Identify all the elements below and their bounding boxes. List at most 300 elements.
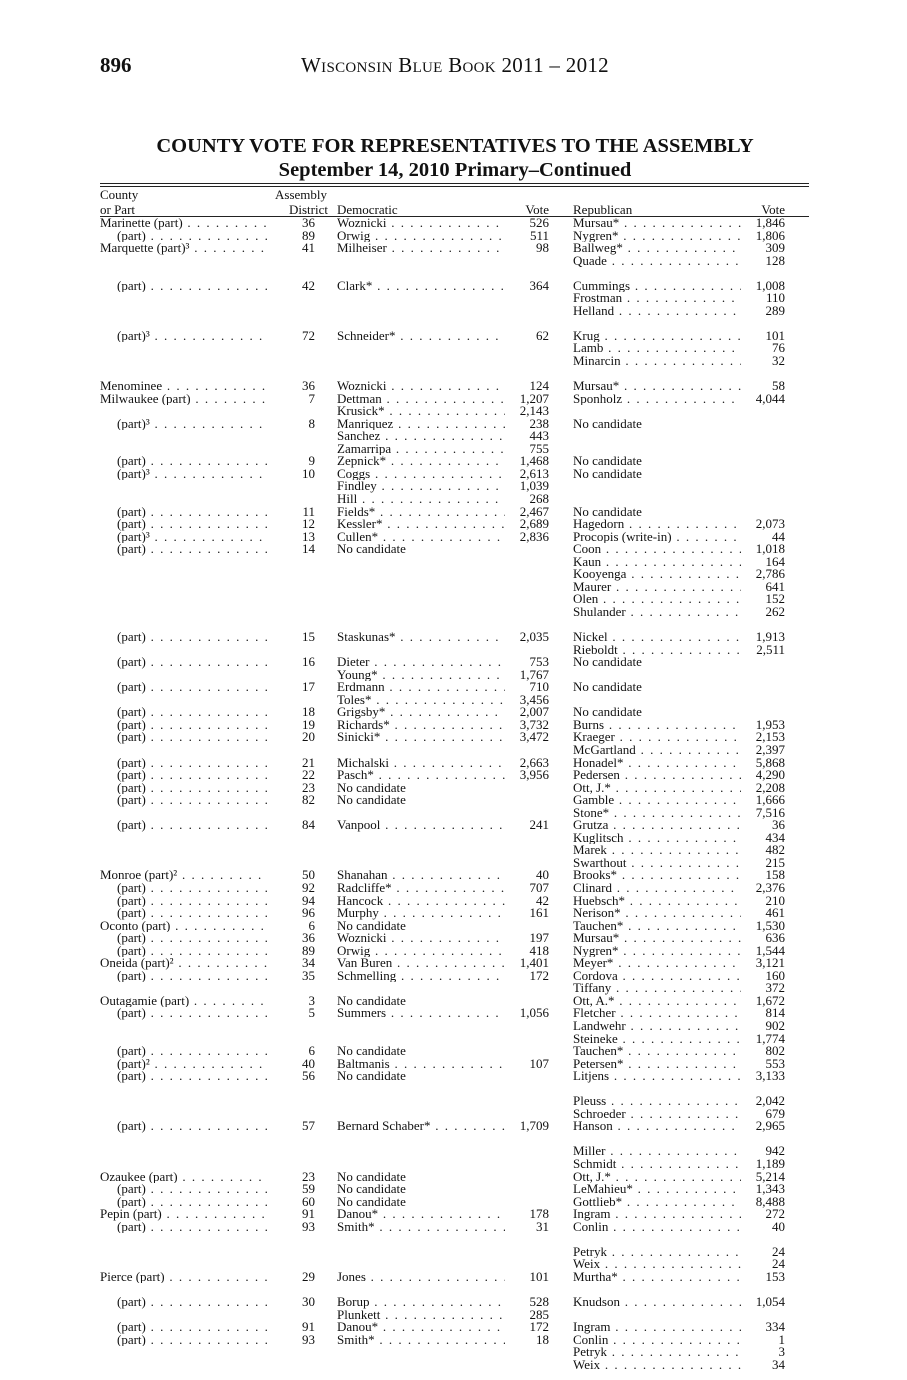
cell-county: Milwaukee (part) . . . [100,393,268,406]
cell-rep: Litjens . . . [573,1070,741,1083]
cell-district: 10 [302,465,315,481]
cell-dem: Danou* . . . [337,1321,505,1334]
top-rule [100,183,809,184]
cell-rvote: 2,376 [755,879,785,895]
cell-district: 11 [302,503,315,519]
cell-rvote: 158 [765,867,785,883]
table-row [0,252,907,268]
cell-rvote: 32 [772,353,785,369]
cell-dem: No candidate [337,1170,406,1184]
table-row [0,1243,907,1259]
cell-rvote: 2,073 [755,516,785,532]
cell-district: 15 [302,629,315,645]
cell-district: 35 [302,967,315,983]
cell-dvote: 1,401 [519,955,549,971]
table-row [0,804,907,820]
cell-county: Monroe (part)² . . . [100,869,268,882]
cell-dem: No candidate [337,1070,406,1083]
cell-rep: Gottlieb* . . . [573,1196,741,1209]
cell-rep: Sponholz . . . [573,393,741,406]
cell-dem: No candidate [337,1183,406,1196]
cell-district: 60 [302,1193,315,1209]
cell-dem: Pasch* . . . [337,769,505,782]
cell-dem: No candidate [337,794,406,807]
table-row [0,302,907,318]
cell-dvote: 3,732 [519,716,549,732]
cell-county: (part) . . . [117,230,268,243]
cell-district: 72 [302,327,315,343]
cell-rvote: 2,511 [756,641,785,657]
cell-dvote: 172 [529,1319,549,1335]
cell-rep: Kuglitsch . . . [573,832,741,845]
cell-rep: Miller . . . [573,1145,741,1158]
cell-dvote: 2,035 [519,629,549,645]
cell-district: 23 [302,779,315,795]
table-row [0,355,907,368]
cell-dem: Cullen* . . . [337,531,505,544]
cell-rvote: 2,786 [755,566,785,582]
cell-county: (part) . . . [117,819,268,832]
table-row [0,465,907,481]
cell-rvote: 36 [772,817,785,833]
cell-county: (part) . . . [117,932,268,945]
col-header-rep-vote: Vote [761,201,785,217]
cell-rep: Nygren* . . . [573,230,741,243]
cell-rep: Gamble . . . [573,794,741,807]
cell-rvote: 1,189 [755,1156,785,1172]
cell-dem: Summers . . . [337,1007,505,1020]
cell-county: (part) . . . [117,895,268,908]
cell-rep: Cummings . . . [573,280,741,293]
cell-dvote: 710 [529,679,549,695]
cell-county: (part) . . . [117,769,268,782]
table-row [0,1331,907,1347]
cell-rep: Kooyenga . . . [573,568,741,581]
table-row [0,405,907,418]
cell-rvote: 128 [765,252,785,268]
cell-dem: Jones . . . [337,1271,505,1284]
top-rule-double [100,186,809,187]
cell-rvote: 5,214 [755,1168,785,1184]
cell-county: (part) . . . [117,731,268,744]
cell-rvote: 153 [765,1268,785,1284]
cell-district: 42 [302,277,315,293]
table-row [0,518,907,531]
cell-county: (part) . . . [117,681,268,694]
cell-dvote: 443 [529,428,549,444]
table-row [0,603,907,619]
col-header-democratic: Democratic [337,201,398,217]
cell-county: (part) . . . [117,970,268,983]
table-row [0,415,907,431]
cell-county: (part) . . . [117,882,268,895]
cell-rvote: 262 [765,603,785,619]
cell-district: 6 [308,1043,315,1059]
cell-rvote: 372 [765,980,785,996]
title-line-1: COUNTY VOTE FOR REPRESENTATIVES TO THE ASSEMBLY [156,135,754,157]
cell-dvote: 511 [529,227,549,243]
cell-district: 16 [302,654,315,670]
cell-rvote: 2,965 [755,1118,785,1134]
cell-dem: Michalski . . . [337,757,505,770]
cell-county: (part) . . . [117,518,268,531]
cell-district: 34 [302,955,315,971]
cell-rep: Nerison* . . . [573,907,741,920]
cell-county: (part) . . . [117,945,268,958]
cell-dem: Orwig . . . [337,230,505,243]
cell-rvote: 24 [772,1256,785,1272]
cell-district: 19 [302,716,315,732]
cell-dem: Zepnick* . . . [337,455,505,468]
cell-dem: Coggs . . . [337,468,505,481]
cell-dem: No candidate [337,1195,406,1209]
cell-rvote: 289 [765,302,785,318]
table-row [0,1070,907,1083]
cell-dem: Grigsby* . . . [337,706,505,719]
cell-dvote: 238 [529,415,549,431]
cell-rep: Honadel* . . . [573,757,741,770]
cell-district: 20 [302,729,315,745]
cell-rvote: 1 [778,1331,785,1347]
cell-dem: Vanpool . . . [337,819,505,832]
cell-rep: Schmidt . . . [573,1158,741,1171]
cell-district: 94 [302,892,315,908]
cell-dvote: 31 [536,1218,549,1234]
title-line-2: September 14, 2010 Primary–Continued [278,159,632,181]
cell-district: 91 [302,1206,315,1222]
cell-rvote: 802 [765,1043,785,1059]
cell-rep: Burns . . . [573,719,741,732]
cell-county: (part)³ . . . [117,330,268,343]
page-header [100,53,810,83]
cell-county: Oconto (part) . . . [100,920,268,933]
cell-dem: Findley . . . [337,480,505,493]
cell-district: 40 [302,1055,315,1071]
table-row [0,1208,907,1221]
cell-dvote: 1,468 [519,453,549,469]
cell-dem: Milheiser . . . [337,242,505,255]
cell-rep: Frostman . . . [573,292,741,305]
cell-rep: Meyer* . . . [573,957,741,970]
cell-dem: Staskunas* . . . [337,631,505,644]
cell-rep: Conlin . . . [573,1334,741,1347]
cell-rep: Weix . . . [573,1359,741,1372]
col-header-dem-vote: Vote [525,201,549,217]
cell-county: (part) . . . [117,1196,268,1209]
cell-rvote: 210 [765,892,785,908]
cell-dvote: 107 [529,1055,549,1071]
cell-district: 17 [302,679,315,695]
cell-dem: Woznicki . . . [337,380,505,393]
cell-dvote: 528 [529,1294,549,1310]
cell-rep: Cordova . . . [573,970,741,983]
cell-dem: Murphy . . . [337,907,505,920]
cell-dvote: 3,956 [519,767,549,783]
cell-rvote: 3,121 [755,955,785,971]
cell-dem: Young* . . . [337,669,505,682]
cell-district: 8 [308,415,315,431]
cell-rvote: 641 [765,578,785,594]
row-spacer [0,1233,907,1246]
cell-rvote: 4,044 [755,390,785,406]
cell-rvote: 2,208 [755,779,785,795]
cell-dem: Smith* . . . [337,1221,505,1234]
cell-county: Marinette (part) . . . [100,217,268,230]
cell-dem: Woznicki . . . [337,217,505,230]
cell-rvote: 1,530 [755,917,785,933]
cell-county: (part) . . . [117,1296,268,1309]
cell-dem: Danou* . . . [337,1208,505,1221]
cell-rep: Murtha* . . . [573,1271,741,1284]
cell-rep: Swarthout . . . [573,857,741,870]
cell-county: Outagamie (part) . . . [100,995,268,1008]
cell-county: Menominee . . . [100,380,268,393]
cell-county: (part) . . . [117,757,268,770]
cell-county: (part)³ . . . [117,531,268,544]
cell-county: (part) . . . [117,1070,268,1083]
cell-rvote: 5,868 [755,754,785,770]
table-row [0,430,907,443]
cell-rep: Steineke . . . [573,1033,741,1046]
cell-dvote: 755 [529,440,549,456]
cell-rep: Ingram . . . [573,1208,741,1221]
cell-rvote: 902 [765,1018,785,1033]
table-row [0,1321,907,1334]
cell-rvote: 636 [765,930,785,946]
cell-rep: Ott, J.* . . . [573,782,741,795]
table-row [0,455,907,468]
cell-county: Oneida (part)² . . . [100,957,268,970]
cell-district: 21 [302,754,315,770]
cell-rep: Grutza . . . [573,819,741,832]
cell-dem: Fields* . . . [337,506,505,519]
cell-county: (part) . . . [117,455,268,468]
cell-dem: Erdmann . . . [337,681,505,694]
cell-county: (part) . . . [117,907,268,920]
cell-rep: LeMahieu* . . . [573,1183,741,1196]
cell-county: (part) . . . [117,794,268,807]
table-row [0,1268,907,1284]
cell-rep: Stone* . . . [573,807,741,820]
cell-rep: Ott, J.* . . . [573,1171,741,1184]
cell-rep: Ballweg* . . . [573,242,741,255]
cell-district: 30 [302,1294,315,1310]
cell-rvote: 3,133 [755,1068,785,1084]
cell-rvote: 44 [772,528,785,544]
cell-rep: Schroeder . . . [573,1108,741,1121]
cell-dvote: 2,836 [519,528,549,544]
cell-rep: McGartland . . . [573,744,741,757]
table-row [0,390,907,406]
cell-dvote: 62 [536,327,549,343]
cell-dvote: 2,467 [519,503,549,519]
cell-district: 29 [302,1268,315,1284]
cell-rvote: 101 [765,327,785,343]
table-row [0,440,907,456]
table-row [0,327,907,343]
cell-county: (part) . . . [117,719,268,732]
cell-rep: Petersen* . . . [573,1058,741,1071]
cell-dem: Schmelling . . . [337,970,505,983]
cell-county: Marquette (part)³ . . . [100,242,268,255]
cell-county: (part) . . . [117,1007,268,1020]
cell-district: 7 [308,390,315,406]
cell-county: Pierce (part) . . . [100,1271,268,1284]
cell-rep: Coon . . . [573,543,741,556]
cell-dem: Hill . . . [337,493,505,506]
cell-dem: No candidate [337,1045,406,1058]
cell-district: 93 [302,1331,315,1347]
cell-county: (part) . . . [117,1334,268,1347]
cell-district: 6 [308,917,315,933]
cell-dvote: 268 [529,491,549,507]
table-title [100,134,810,182]
col-header-county: County or Part [100,187,139,217]
cell-rep: Shulander . . . [573,606,741,619]
cell-rep: Fletcher . . . [573,1007,741,1020]
cell-dem: No candidate [337,543,406,556]
cell-rep: No candidate [573,505,642,519]
cell-rvote: 2,397 [755,741,785,757]
cell-county: (part) . . . [117,1321,268,1334]
cell-dem: Manriquez . . . [337,418,505,431]
cell-rvote: 2,042 [755,1093,785,1109]
cell-dvote: 707 [529,879,549,895]
cell-rep: Petryk . . . [573,1246,741,1259]
cell-dvote: 2,689 [519,516,549,532]
cell-rvote: 1,774 [755,1030,785,1046]
table-row [0,1346,907,1359]
cell-rep: Mursau* . . . [573,380,741,393]
cell-rep: Maurer . . . [573,581,741,594]
table-row [0,681,907,694]
cell-dvote: 241 [529,817,549,833]
cell-dvote: 3,456 [519,691,549,707]
cell-district: 3 [308,992,315,1008]
cell-rep: Marek . . . [573,844,741,857]
cell-rep: Nygren* . . . [573,945,741,958]
cell-rep: Rieboldt . . . [573,644,741,657]
cell-rep: Tauchen* . . . [573,920,741,933]
cell-district: 84 [302,817,315,833]
cell-rvote: 152 [765,591,785,607]
table-row [0,1356,907,1372]
cell-rep: Krug . . . [573,330,741,343]
cell-district: 23 [302,1168,315,1184]
cell-district: 59 [302,1181,315,1197]
cell-rvote: 1,672 [755,992,785,1008]
cell-district: 22 [302,767,315,783]
cell-dvote: 1,709 [519,1118,549,1134]
cell-district: 89 [302,942,315,958]
cell-rvote: 7,516 [755,804,785,820]
cell-district: 96 [302,905,315,921]
cell-rep: Procopis (write-in) . . . [573,531,741,544]
cell-district: 36 [302,215,315,230]
cell-county: (part) . . . [117,543,268,556]
cell-rvote: 160 [765,967,785,983]
cell-county: (part) . . . [117,631,268,644]
cell-dem: Clark* . . . [337,280,505,293]
cell-county: (part) . . . [117,1120,268,1133]
cell-rep: Quade . . . [573,255,741,268]
cell-dvote: 124 [529,378,549,394]
cell-county: (part) . . . [117,1221,268,1234]
cell-dvote: 42 [536,892,549,908]
cell-county: (part)² . . . [117,1058,268,1071]
cell-dem: Zamarripa . . . [337,443,505,456]
cell-rvote: 58 [772,378,785,394]
cell-dvote: 161 [529,905,549,921]
cell-dem: Sanchez . . . [337,430,505,443]
cell-rvote: 1,008 [755,277,785,293]
cell-district: 9 [308,453,315,469]
table-row [0,1296,907,1309]
cell-rvote: 1,666 [755,792,785,808]
cell-dem: Hancock . . . [337,895,505,908]
cell-dem: Bernard Schaber* . . . [337,1120,505,1133]
cell-dem: No candidate [337,919,406,933]
cell-dem: Van Buren . . . [337,957,505,970]
cell-rvote: 1,054 [755,1294,785,1310]
cell-rvote: 334 [765,1319,785,1335]
cell-rep: Knudson . . . [573,1296,741,1309]
cell-rvote: 215 [765,854,785,870]
cell-rvote: 461 [765,905,785,921]
cell-county: (part)³ . . . [117,468,268,481]
cell-rep: No candidate [573,417,642,431]
cell-dvote: 1,207 [519,390,549,406]
cell-district: 41 [302,240,315,256]
cell-rvote: 1,806 [755,227,785,243]
cell-rep: Petryk . . . [573,1346,741,1359]
table-row [0,493,907,506]
cell-county: (part) . . . [117,1183,268,1196]
cell-rep: Ott, A.* . . . [573,995,741,1008]
cell-rvote: 814 [765,1005,785,1021]
results-table [0,217,907,1371]
cell-rep: No candidate [573,467,642,481]
cell-dvote: 178 [529,1206,549,1222]
cell-dem: Krusick* . . . [337,405,505,418]
table-row [0,656,907,669]
cell-rvote: 1,913 [755,629,785,645]
cell-district: 12 [302,516,315,532]
cell-rvote: 1,544 [755,942,785,958]
cell-dvote: 1,056 [519,1005,549,1021]
cell-rep: Weix . . . [573,1258,741,1271]
cell-dem: Schneider* . . . [337,330,505,343]
cell-district: 93 [302,1218,315,1234]
cell-dvote: 364 [529,277,549,293]
cell-rep: Lamb . . . [573,342,741,355]
cell-rvote: 3 [778,1344,785,1360]
cell-dvote: 18 [536,1331,549,1347]
cell-district: 56 [302,1068,315,1084]
cell-rep: Ingram . . . [573,1321,741,1334]
cell-rep: Huebsch* . . . [573,895,741,908]
cell-rep: Mursau* . . . [573,932,741,945]
cell-rvote: 679 [765,1105,785,1121]
cell-rep: No candidate [573,681,642,694]
cell-county: (part) . . . [117,1045,268,1058]
cell-dvote: 285 [529,1306,549,1322]
cell-rvote: 24 [772,1243,785,1259]
cell-county: (part)³ . . . [117,418,268,431]
cell-district: 91 [302,1319,315,1335]
cell-dvote: 418 [529,942,549,958]
cell-county: (part) . . . [117,506,268,519]
